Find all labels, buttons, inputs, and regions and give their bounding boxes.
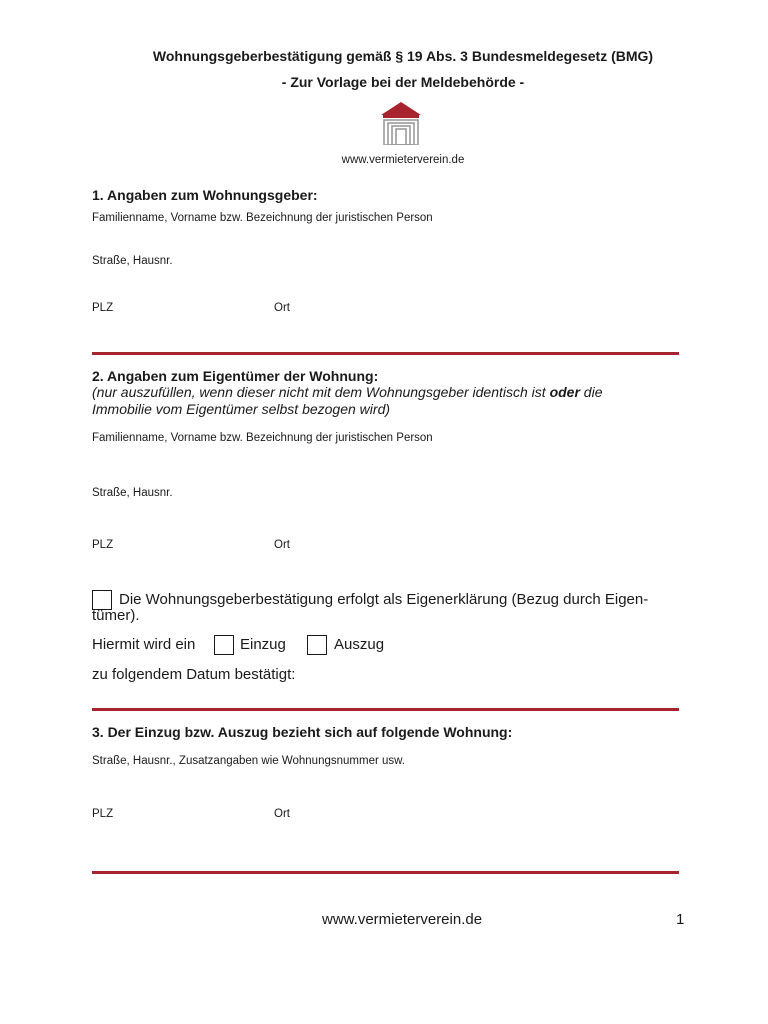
section1-ort-label: Ort xyxy=(274,302,290,314)
section3-street-label: Straße, Hausnr., Zusatzangaben wie Wohnungsnummer usw. xyxy=(92,755,406,767)
page-number: 1 xyxy=(676,911,685,928)
auszug-checkbox[interactable] xyxy=(307,635,327,655)
section2-street-label: Straße, Hausnr. xyxy=(92,487,173,499)
self-declaration-text: Die Wohnungsgeberbestätigung erfolgt als Eigenerklärung (Bezug durch Eigen- xyxy=(119,591,649,608)
section-divider xyxy=(92,352,679,355)
section3-heading: 3. Der Einzug bzw. Auszug bezieht sich auf folgende Wohnung: xyxy=(92,724,513,740)
section2-note-text-end: die xyxy=(579,384,603,400)
einzug-checkbox[interactable] xyxy=(214,635,234,655)
auszug-label: Auszug xyxy=(334,636,385,653)
self-declaration-text-line2: tümer). xyxy=(92,607,140,624)
section2-note-line2: Immobilie vom Eigentümer selbst bezogen wird) xyxy=(92,401,391,417)
document-title: Wohnungsgeberbestätigung gemäß § 19 Abs. 3 Bundesmeldegesetz (BMG) xyxy=(152,48,654,64)
section1-name-label: Familienname, Vorname bzw. Bezeichnung der juristischen Person xyxy=(92,212,433,224)
einzug-label: Einzug xyxy=(240,636,286,653)
vermieterverein-logo-icon xyxy=(380,101,422,145)
document-subtitle: - Zur Vorlage bei der Meldebehörde - xyxy=(281,74,525,90)
section-divider xyxy=(92,708,679,711)
footer-website: www.vermieterverein.de xyxy=(322,911,483,928)
section2-plz-label: PLZ xyxy=(92,539,114,551)
hereby-text: Hiermit wird ein xyxy=(92,636,196,653)
section1-street-label: Straße, Hausnr. xyxy=(92,255,173,267)
section3-ort-label: Ort xyxy=(274,808,290,820)
section-divider xyxy=(92,871,679,874)
section2-heading: 2. Angaben zum Eigentümer der Wohnung: xyxy=(92,368,379,384)
section3-plz-label: PLZ xyxy=(92,808,114,820)
section1-heading: 1. Angaben zum Wohnungsgeber: xyxy=(92,187,318,203)
date-text: zu folgendem Datum bestätigt: xyxy=(92,666,296,683)
section1-plz-label: PLZ xyxy=(92,302,114,314)
section2-ort-label: Ort xyxy=(274,539,290,551)
section2-note xyxy=(92,384,603,400)
section2-name-label: Familienname, Vorname bzw. Bezeichnung der juristischen Person xyxy=(92,432,433,444)
section2-note-emphasis: oder xyxy=(549,384,580,400)
header-website: www.vermieterverein.de xyxy=(341,154,465,166)
section2-note-text: (nur auszufüllen, wenn dieser nicht mit dem Wohnungsgeber identisch ist xyxy=(92,384,550,400)
